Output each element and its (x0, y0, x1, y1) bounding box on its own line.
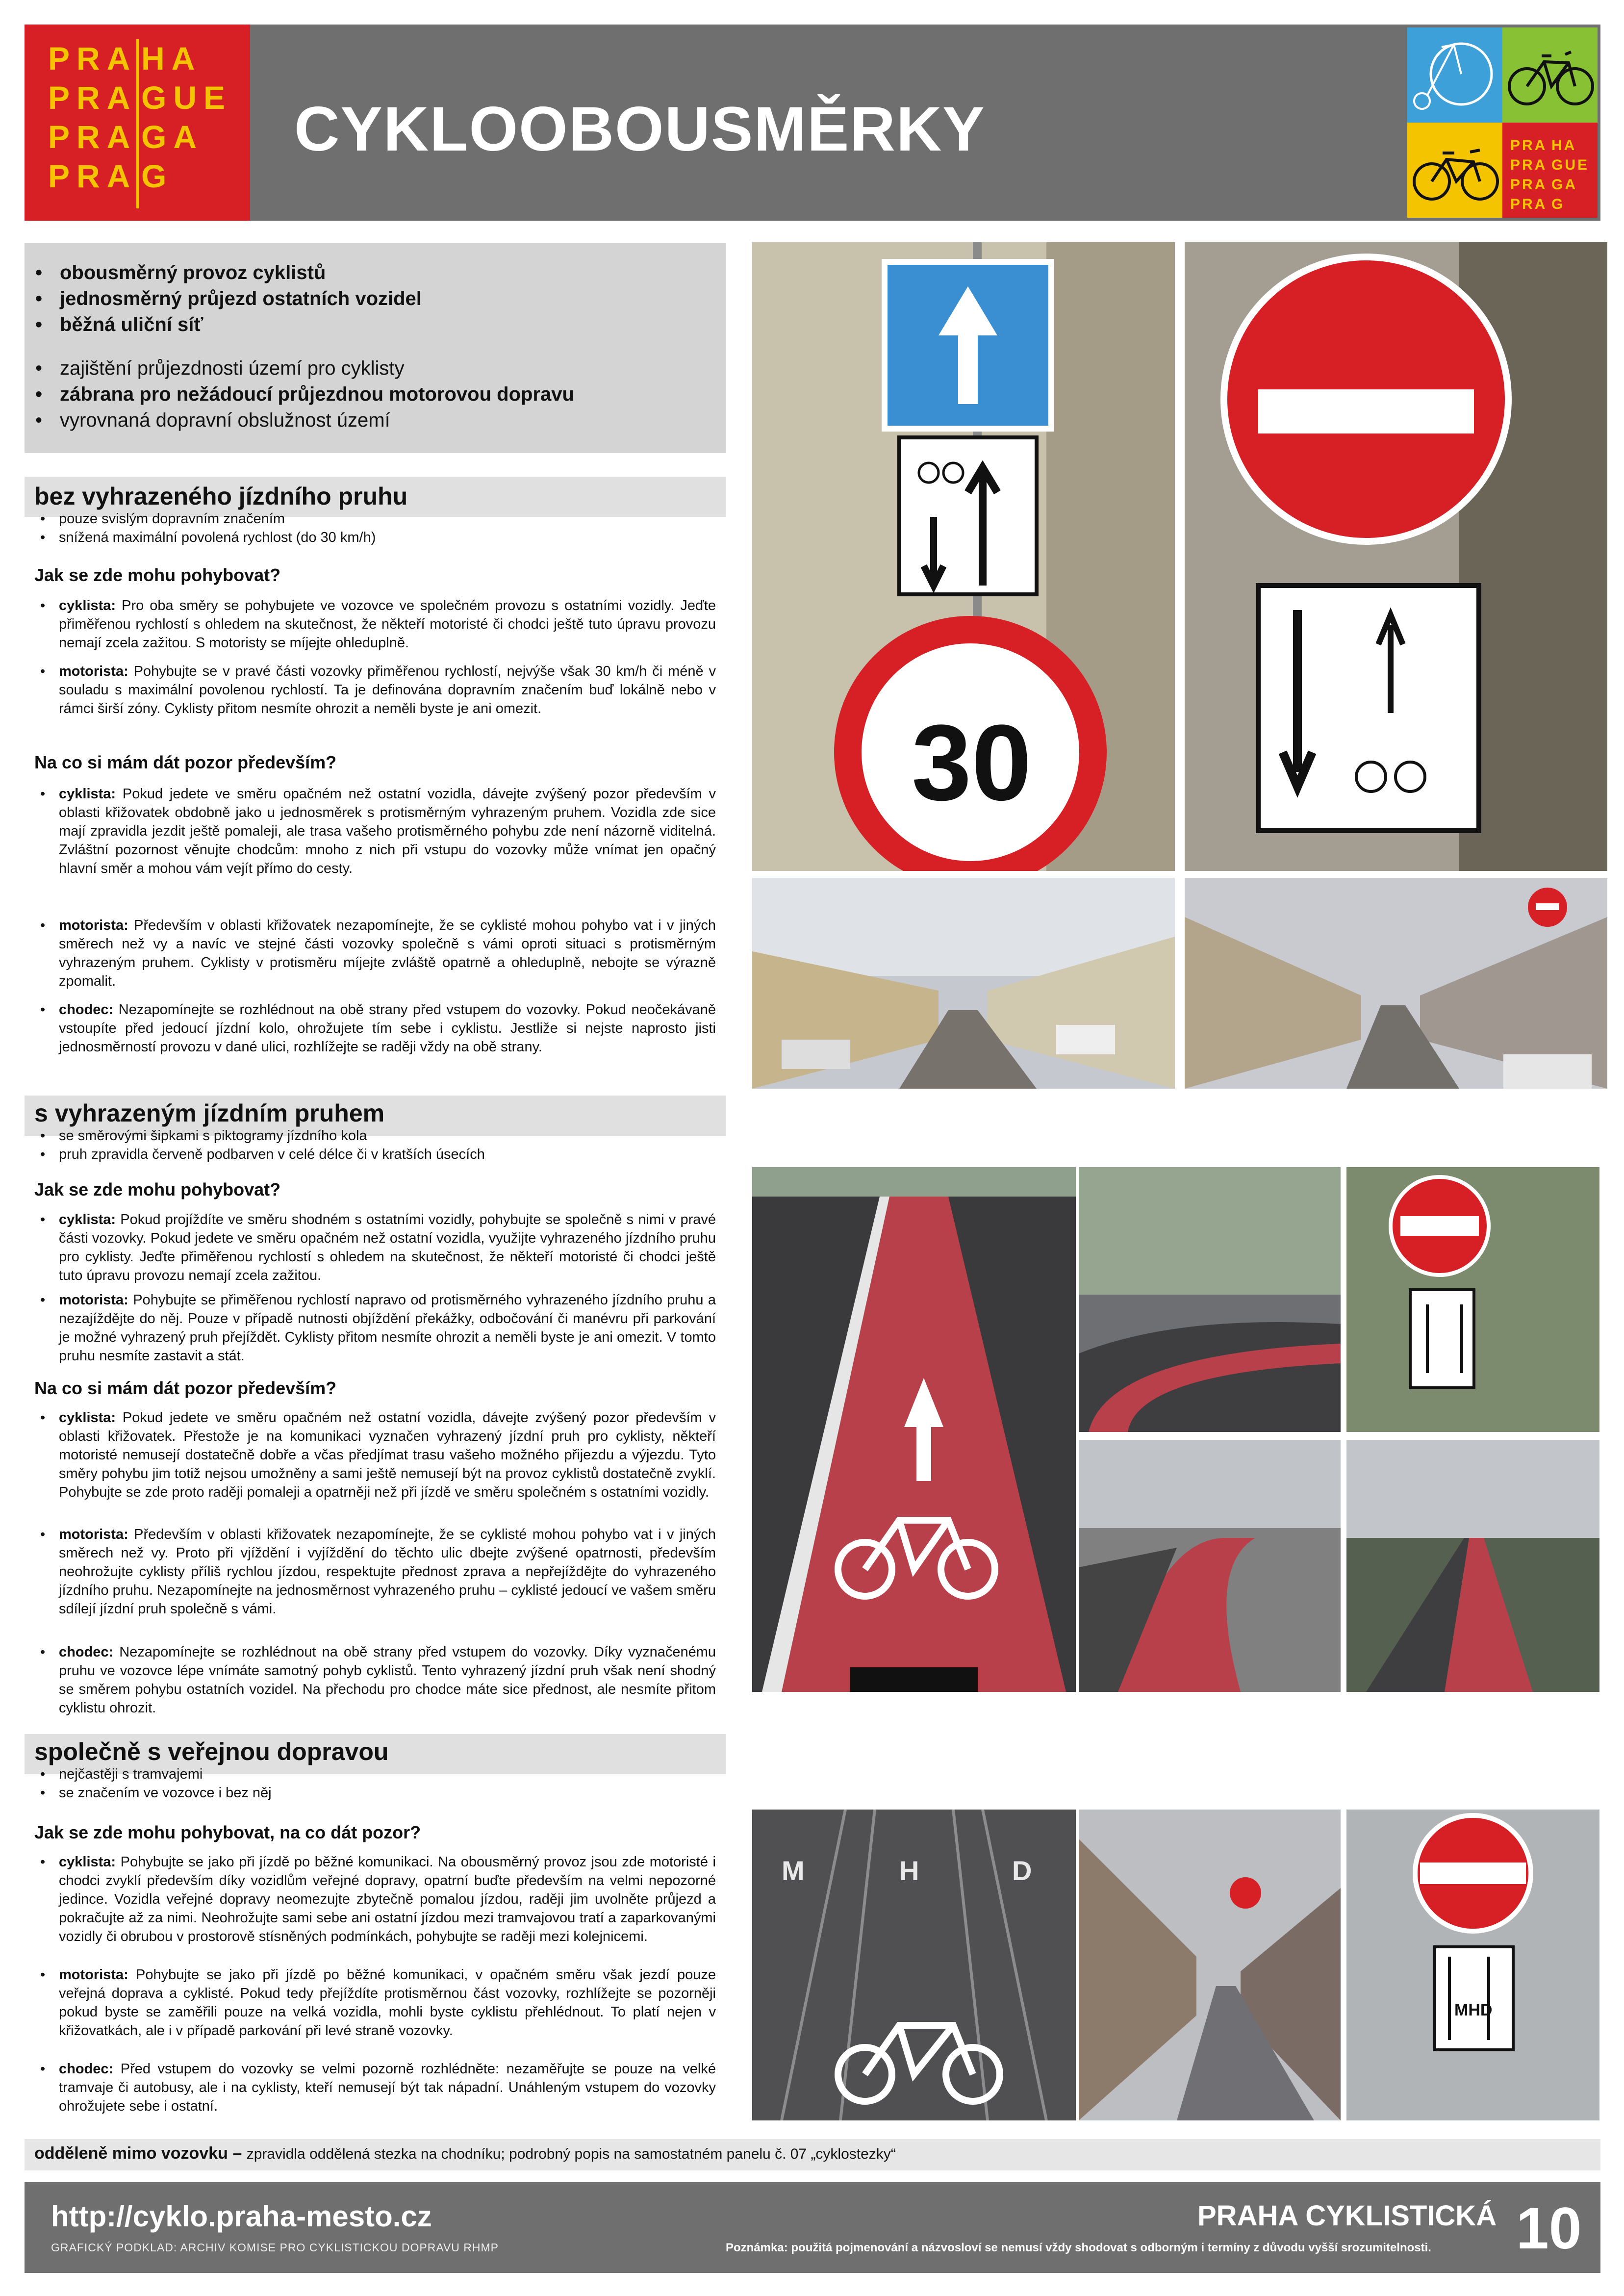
page-title: CYKLOOBOUSMĚRKY (294, 94, 986, 164)
section1-q2-item: • motorista: Především v oblasti křižovatek nezapomínejte, že se cyklisté mohou pohybo vat i v jiných směrech než vy a navíc ve stejné části vozovky společně s vámi oproti situaci s protisměrným vyhrazeným pruhem. Cyklisty v protisměru míjejte zvláště opatrně a ohleduplně, nebojte se výrazně zpomalit. (59, 916, 716, 991)
photo-sign-small (1346, 1167, 1599, 1432)
section1-point: • pouze svislým dopravním značením (59, 510, 285, 528)
page-number: 10 (1516, 2195, 1582, 2261)
city-bike-icon (1407, 123, 1502, 218)
footer-series: PRAHA CYKLISTICKÁ (1197, 2200, 1497, 2232)
section2-q2-item: • cyklista: Pokud jedete ve směru opačném než ostatní vozidla, dávejte zvýšený pozor především v oblasti křižovatek. Přestože je na komunikaci vyznačen vyhrazený jízdní pruh pro cyklisty, někteří motoristé nemusejí dostatečně dobře a včas předjímat trasu vašeho možného přijezdu a výjezdu. Tyto směry pohybu jim totiž nejsou umožněny a sami ještě nemusejí být na provoz cyklistů dostatečně zvyklí. Pohybujte se zde proto raději pomaleji a opatrněji než při jízdě ve směru společném s ostatními vozidly. (59, 1408, 716, 1502)
section3-q1-item: • chodec: Před vstupem do vozovky se velmi pozorně rozhlédněte: nezaměřujte se pouze na velké tramvaje či autobusy, ale i na cyklisty, kteří nemusejí být tak nápadní. Unáhleným vstupem do vozovky ohrožujete sebe i ostatní. (59, 2060, 716, 2116)
section2-point: • pruh zpravidla červeně podbarven v celé délce či v kratších úsecích (59, 1146, 485, 1163)
section2-q2-item: • chodec: Nezapomínejte se rozhlédnout na obě strany před vstupem do vozovky. Díky vyznačenému pruhu ve vozovce lépe vnímáte samotný pohyb cyklistů. Tento vyhrazený jízdní pruh však není shodný se směrem pohybu ostatních vozidel. Na přechodu pro chodce máte sice přednost, ale nesmíte přitom cyklistu ohrozit. (59, 1643, 716, 1717)
section1-question: Na co si mám dát pozor především? (34, 752, 337, 772)
intro-bullet: • vyrovnaná dopravní obslužnost území (60, 408, 390, 433)
intro-bullet: • zajištění průjezdnosti území pro cyklisty (60, 356, 405, 381)
section1-q1-item: • cyklista: Pro oba směry se pohybujete ve vozovce ve společném provozu s ostatními vozidly. Jeďte přiměřenou rychlostí s ohledem na skutečnost, že někteří motoristé či chodci ještě tuto úpravu provozu nemají zcela zažitou. S motoristy se míjejte ohleduplně. (59, 596, 716, 652)
bike-logo (1407, 27, 1598, 218)
photo-tram-street (1079, 1810, 1341, 2120)
section2-q1-item: • motorista: Pohybujte se přiměřenou rychlostí napravo od protisměrného vyhrazeného jízdního pruhu a nezajíždějte do něj. Pouze v případě nutnosti objíždění překážky, odbočování či manévru při parkování je možné vyhrazený pruh přejíždět. Cyklisty přitom nesmíte ohrozit a neměli byste je ani omezit. V tomto pruhu nesmíte zastavit a stát. (59, 1291, 716, 1365)
section2-question: Jak se zde mohu pohybovat? (34, 1179, 281, 1199)
section3-point: • se značením ve vozovce i bez něj (59, 1784, 272, 1802)
photo-no-entry-sign (1185, 242, 1607, 871)
mountain-bike-icon (1502, 27, 1598, 123)
road-text: M (782, 1855, 805, 1886)
intro-bullet: • běžná uliční síť (60, 312, 203, 337)
speed-limit-text: 30 (912, 702, 1032, 823)
section1-q2-item: • chodec: Nezapomínejte se rozhlédnout na obě strany před vstupem do vozovky. Pokud neočekávaně vstoupíte před jedoucí jízdní kolo, ohrožujete tím sebe i cyklistu. Jestliže si nejste naprosto jisti jednosměrností provozu v dané ulici, rozhlížejte se raději vždy na obě strany. (59, 1000, 716, 1056)
road-text: H (899, 1855, 919, 1886)
photo-red-lane-crossing (1346, 1440, 1599, 1692)
section2-question: Na co si mám dát pozor především? (34, 1378, 337, 1398)
section2-point: • se směrovými šipkami s piktogramy jízdního kola (59, 1127, 367, 1145)
praha-logo: PRA HA PRA GUE PRA GA PRA G (25, 25, 250, 221)
footer-credit: GRAFICKÝ PODKLAD: ARCHIV KOMISE PRO CYKLISTICKOU DOPRAVU RHMP (51, 2241, 499, 2254)
intro-bullet: • jednosměrný průjezd ostatních vozidel (60, 286, 422, 311)
footer-url[interactable]: http://cyklo.praha-mesto.cz (51, 2200, 432, 2233)
photo-tram-track (752, 1810, 1076, 2120)
photo-sign-pole (752, 242, 1175, 871)
mhd-sign-text: MHD (1454, 2001, 1493, 2019)
section1-q2-item: • cyklista: Pokud jedete ve směru opačném než ostatní vozidla, dávejte zvýšený pozor především v oblasti křižovatek obdobně jako u jednosměrek s protisměrným vyhrazeným pruhem. Vozidla zde sice mají zpravidla jezdit ještě pomaleji, ale trasa vašeho protisměrného pohybu zde není názorně viditelná. Zvláštní pozornost věnujte chodcům: mnoho z nich při vstupu do vozovky může vnímat jen opačný hlavní směr a mohou vám vejít přímo do cesty. (59, 785, 716, 878)
photo-street-2 (1185, 878, 1607, 1089)
section3-heading: společně s veřejnou dopravou (34, 1738, 389, 1765)
photo-street-1 (752, 878, 1175, 1089)
penny-farthing-icon (1407, 27, 1502, 123)
photo-red-lane-street (1079, 1440, 1341, 1692)
road-text: D (1012, 1855, 1032, 1886)
intro-bullet: • obousměrný provoz cyklistů (60, 260, 326, 285)
photo-mhd-sign (1346, 1810, 1599, 2120)
section2-q2-item: • motorista: Především v oblasti křižovatek nezapomínejte, že se cyklisté mohou pohybo vat i v jiných směrech než vy. Proto při vjíždění i vyjíždění do těchto ulic dbejte zvýšené opatrnosti, především neohrožujte cyklisty příliš rychlou jízdou, respektujte přednost zprava a nepřejíždějte do vyhrazeného jízdního pruhu. Nezapomínejte na jednosměrnost vyhrazeného pruhu – cyklisté jedoucí ve vašem směru sdílejí jízdní pruh společně s vámi. (59, 1525, 716, 1618)
section2-heading: s vyhrazeným jízdním pruhem (34, 1099, 385, 1127)
section3-point: • nejčastěji s tramvajemi (59, 1765, 203, 1783)
intro-bullet: • zábrana pro nežádoucí průjezdnou motorovou dopravu (60, 382, 574, 407)
section3-q1-item: • cyklista: Pohybujte se jako při jízdě po běžné komunikaci. Na obousměrný provoz jsou zde motoristé i chodci zvyklí především díky vozidlům veřejné dopravy, opatrní buďte především na velmi nepozorné jedince. Vozidla veřejné dopravy neomezujte zbytečně pomalou jízdou, raději jim uvolněte průjezd a pokračujte až za nimi. Neohrožujte sami sebe ani ostatní jízdou mezi tramvajovou tratí a zaparkovanými vozidly či obrubou v prostorově stísněných podmínkách, pohybujte se raději mezi kolejnicemi. (59, 1853, 716, 1946)
separated-note: odděleně mimo vozovku – zpravidla oddělená stezka na chodníku; podrobný popis na samostatném panelu č. 07 „cyklostezky“ (34, 2144, 896, 2163)
section1-question: Jak se zde mohu pohybovat? (34, 565, 281, 585)
section1-heading: bez vyhrazeného jízdního pruhu (34, 483, 408, 510)
section3-q1-item: • motorista: Pohybujte se jako při jízdě po běžné komunikaci, v opačném směru však jezdí pouze veřejná doprava a cyklisté. Pokud tedy přejíždíte protisměrnou část vozovky, rozhlížejte se pozorněji pokud byste se zaměřili pouze na velká vozidla, mohli byste cyklistu přehlédnout. To platí nejen v křižovatkách, ale i v případě parkování při levé straně vozovky. (59, 1965, 716, 2040)
section1-q1-item: • motorista: Pohybujte se v pravé části vozovky přiměřenou rychlostí, nejvýše však 30 km/h či méně v souladu s maximální povolenou rychlostí. Ta je definována dopravním značením buď lokálně nebo v rámci širší zóny. Cyklisty přitom nesmíte ohrozit a neměli byste je ani omezit. (59, 662, 716, 718)
photo-red-lane-main (752, 1167, 1076, 1692)
photo-red-lane-curve (1079, 1167, 1341, 1432)
footer-note: Poznámka: použitá pojmenování a názvosloví se nemusí vždy shodovat s odborným i termíny z důvodu vyšší srozumitelnosti. (726, 2241, 1431, 2254)
section1-point: • snížená maximální povolená rychlost (do 30 km/h) (59, 529, 376, 546)
praha-mini-logo: PRA HA PRA GUE PRA GA PRA G (1502, 123, 1598, 218)
section3-question: Jak se zde mohu pohybovat, na co dát pozor? (34, 1822, 421, 1842)
section2-q1-item: • cyklista: Pokud projíždíte ve směru shodném s ostatními vozidly, pohybujte se společně s nimi v pravé části vozovky. Pokud jedete ve směru opačném než ostatní vozidla, využijte vyhrazeného jízdního pruhu pro cyklisty. Jeďte přiměřenou rychlostí s ohledem na skutečnost, že někteří motoristé či chodci ještě tuto úpravu provozu nemají zcela zažitou. (59, 1210, 716, 1285)
